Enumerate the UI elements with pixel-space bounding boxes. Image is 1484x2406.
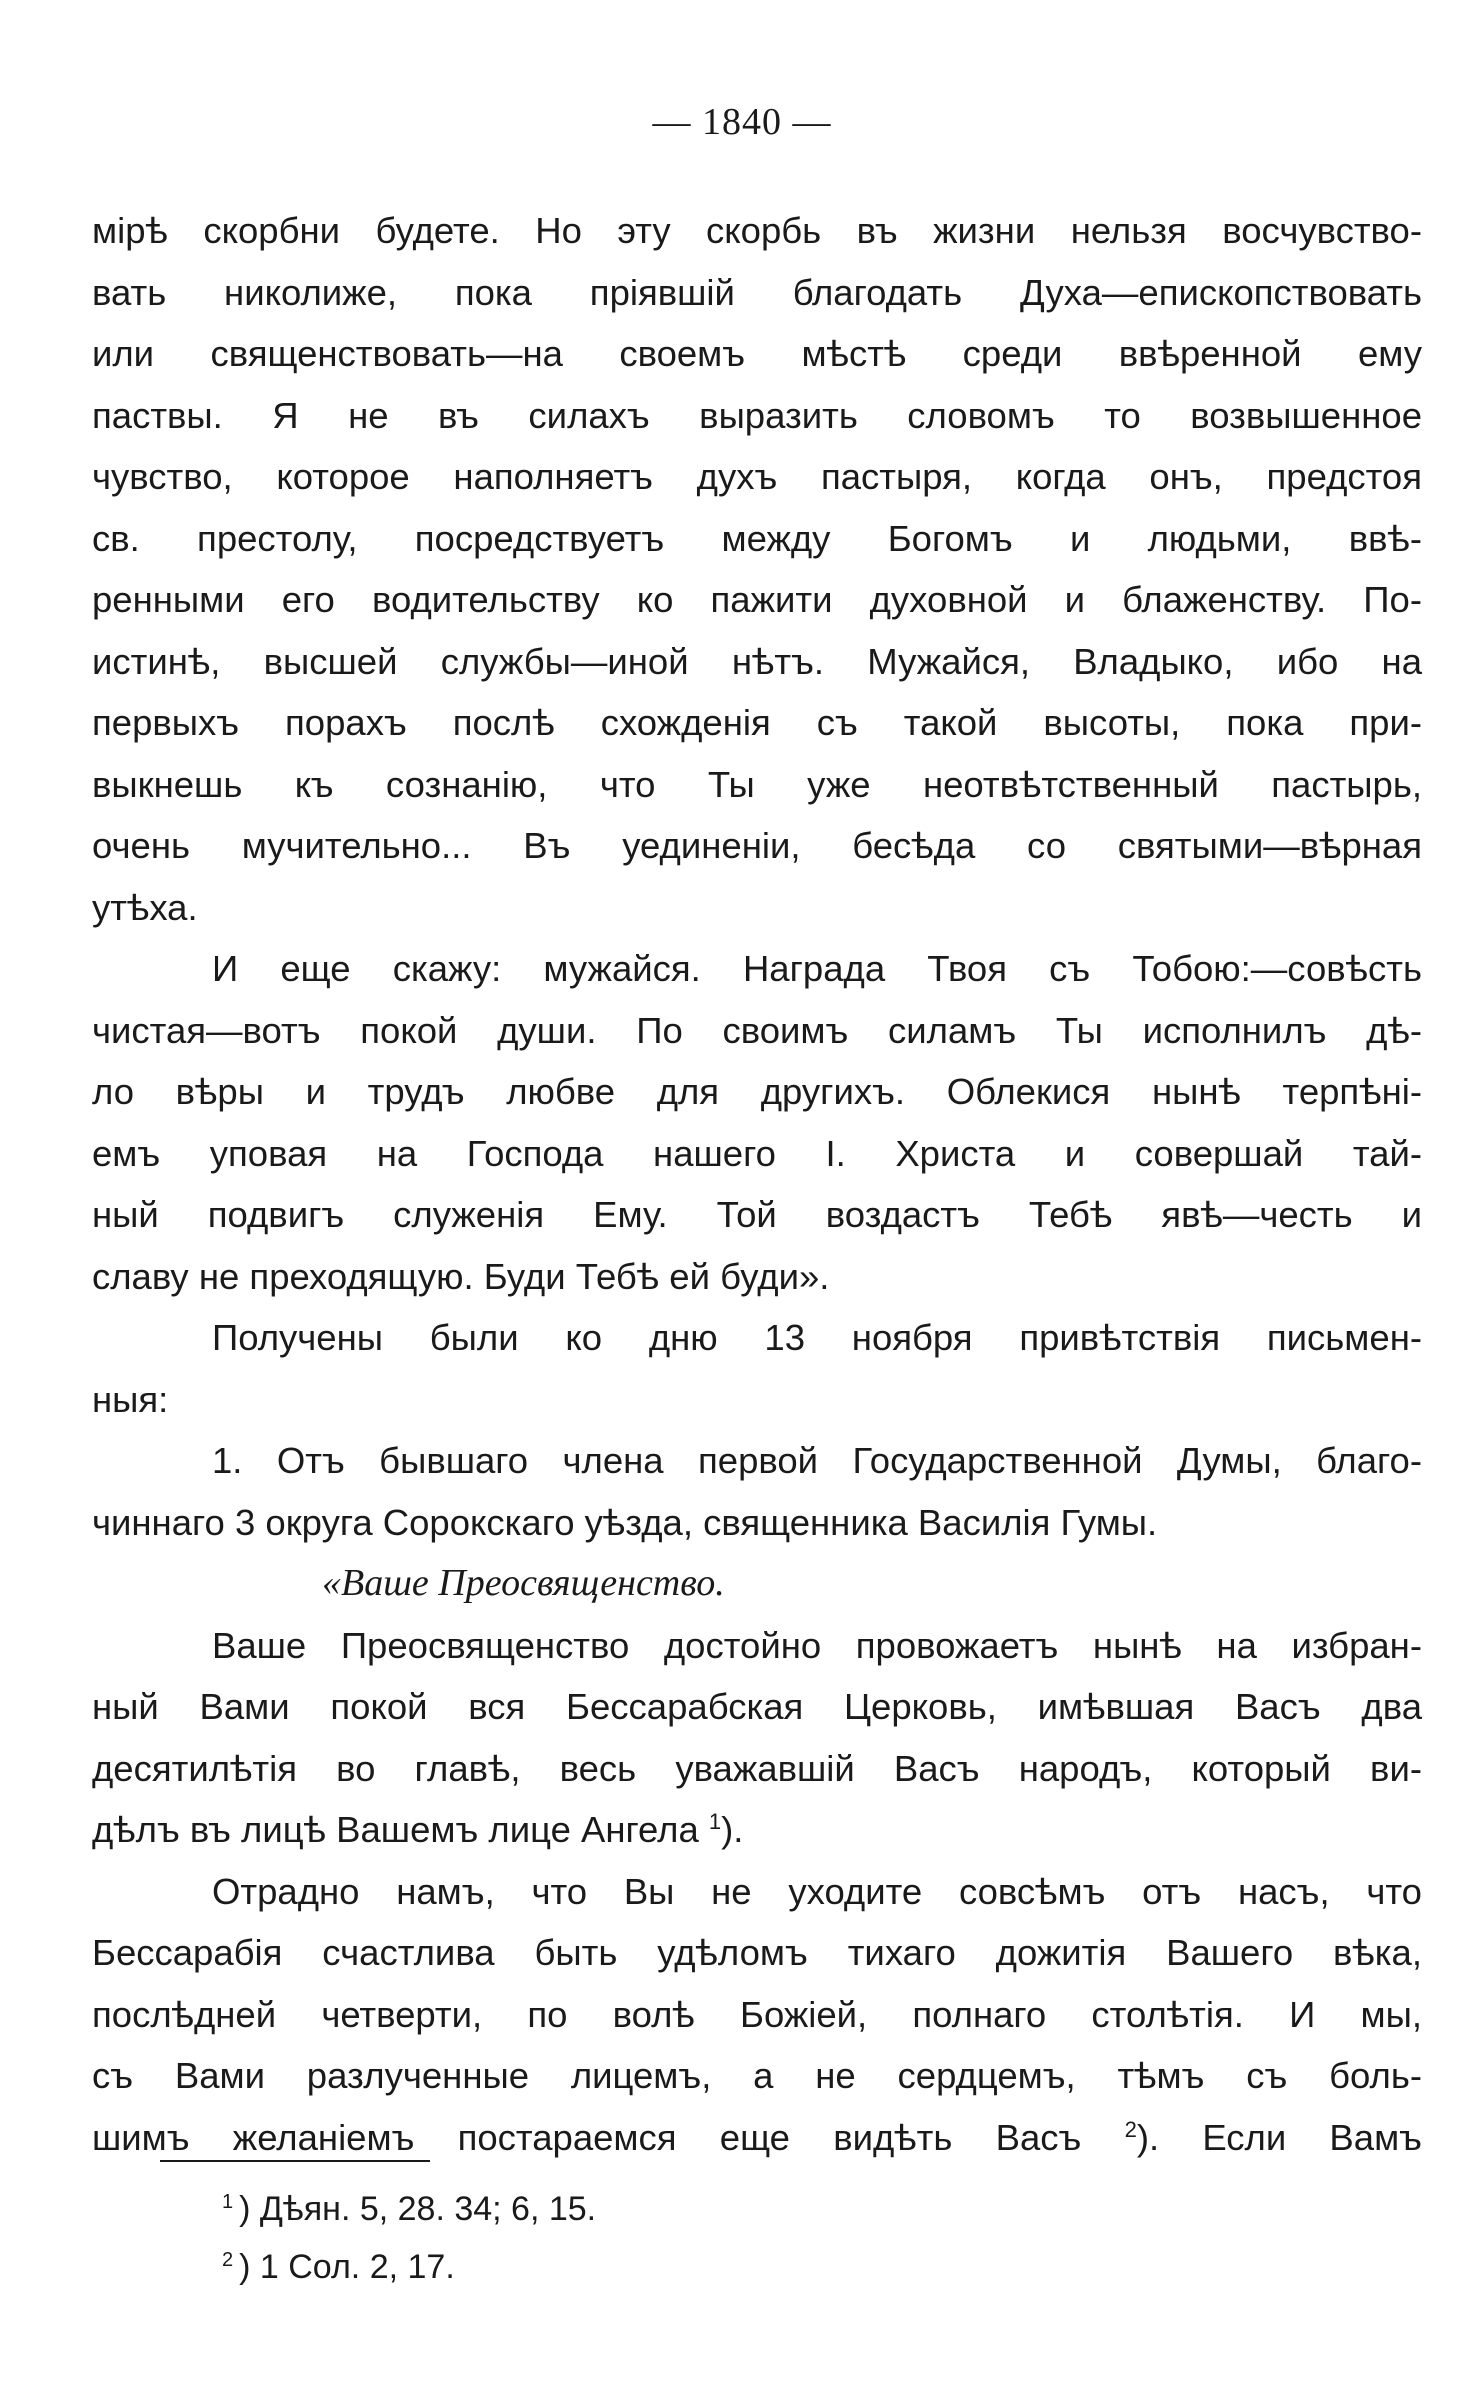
text-line: Бессарабія счастлива быть удѣломъ тихаго дожитія Вашего вѣка, xyxy=(92,1932,1422,1973)
paragraph-3 xyxy=(92,1307,1422,1430)
paragraph-2 xyxy=(92,938,1422,1307)
text-line: десятилѣтія во главѣ, весь уважавшій Васъ народъ, который ви- xyxy=(92,1747,1422,1789)
footnote-text: ) Дѣян. 5, 28. 34; 6, 15. xyxy=(239,2190,597,2228)
text-line: паствы. Я не въ силахъ выразить словомъ то возвышенное xyxy=(92,394,1422,436)
salutation xyxy=(92,1553,1422,1615)
text-fragment: ). xyxy=(721,1809,744,1850)
text-line: Ваше Преосвященство достойно провожаетъ нынѣ на избран- xyxy=(212,1624,1422,1666)
footnote-mark: 2 xyxy=(222,2248,234,2271)
body-text xyxy=(92,200,1422,2168)
footnote-divider xyxy=(160,2160,430,2162)
text-line: выкнешь къ сознанію, что Ты уже неотвѣтственный пастырь, xyxy=(92,763,1422,805)
text-line: Отрадно намъ, что Вы не уходите совсѣмъ отъ насъ, что xyxy=(212,1870,1422,1912)
text-line: послѣдней четверти, по волѣ Божіей, полнаго столѣтія. И мы, xyxy=(92,1993,1422,2035)
text-line: или священствовать—на своемъ мѣстѣ среди ввѣренной ему xyxy=(92,333,1422,374)
paragraph-4 xyxy=(92,1430,1422,1553)
text-line: ный подвигъ служенія Ему. Той воздастъ Тебѣ явѣ—честь и xyxy=(92,1194,1422,1235)
text-line: 1. Отъ бывшаго члена первой Государственной Думы, благо- xyxy=(212,1440,1422,1481)
footnote-ref: 2 xyxy=(1124,2116,1137,2142)
text-line: ло вѣры и трудъ любве для другихъ. Облекися нынѣ терпѣні- xyxy=(92,1071,1422,1112)
paragraph-5 xyxy=(92,1615,1422,1861)
footnote-text: ) 1 Сол. 2, 17. xyxy=(239,2248,455,2286)
text-line: вать николиже, пока пріявшій благодать Духа—епископствовать xyxy=(92,271,1422,313)
text-line: ныя: xyxy=(92,1378,169,1420)
text-fragment: ). Если Вамъ xyxy=(1136,2116,1422,2158)
text-line: Получены были ко дню 13 ноября привѣтствія письмен- xyxy=(212,1317,1422,1358)
text-line: чувство, которое наполняетъ духъ пастыря, когда онъ, предстоя xyxy=(92,456,1422,497)
text-line: славу не преходящую. Буди Тебѣ ей буди». xyxy=(92,1255,830,1297)
salutation-line: «Ваше Преосвященство. xyxy=(322,1562,725,1604)
text-line: очень мучительно... Въ уединеніи, бесѣда со святыми—вѣрная xyxy=(92,825,1422,866)
text-line: емъ уповая на Господа нашего І. Христа и совершай тай- xyxy=(92,1132,1422,1174)
text-line: первыхъ порахъ послѣ схожденія съ такой высоты, пока при- xyxy=(92,702,1422,743)
text-line: ный Вами покой вся Бессарабская Церковь, имѣвшая Васъ два xyxy=(92,1686,1422,1727)
footnote-mark: 1 xyxy=(222,2190,234,2213)
text-line: истинѣ, высшей службы—иной нѣтъ. Мужайся, Владыко, ибо на xyxy=(92,640,1422,682)
text-line: чиннаго 3 округа Сорокскаго уѣзда, священника Василія Гумы. xyxy=(92,1501,1158,1543)
footnote xyxy=(222,2238,596,2296)
paragraph-6 xyxy=(92,1861,1422,2169)
text-line: мірѣ скорбни будете. Но эту скорбь въ жизни нельзя восчувство- xyxy=(92,210,1422,251)
text-line: чистая—вотъ покой души. По своимъ силамъ Ты исполнилъ дѣ- xyxy=(92,1009,1422,1051)
text-line: съ Вами разлученные лицемъ, а не сердцемъ, тѣмъ съ боль- xyxy=(92,2055,1422,2096)
text-fragment: дѣлъ въ лицѣ Вашемъ лице Ангела xyxy=(92,1809,699,1850)
text-line: утѣха. xyxy=(92,886,198,928)
text-line: св. престолу, посредствуетъ между Богомъ и людьми, ввѣ- xyxy=(92,517,1422,559)
text-line xyxy=(92,1799,1422,1861)
paragraph-1 xyxy=(92,200,1422,938)
footnote xyxy=(222,2180,596,2238)
text-line: И еще скажу: мужайся. Награда Твоя съ Тобою:—совѣсть xyxy=(212,948,1422,989)
text-fragment: шимъ желаніемъ постараемся еще видѣть Васъ xyxy=(92,2116,1082,2158)
page-number: — 1840 — xyxy=(652,101,832,143)
text-line: ренными его водительству ко пажити духовной и блаженству. По- xyxy=(92,579,1422,620)
text-line xyxy=(92,2107,1422,2169)
footnotes xyxy=(222,2180,596,2296)
footnote-ref: 1 xyxy=(708,1808,722,1834)
